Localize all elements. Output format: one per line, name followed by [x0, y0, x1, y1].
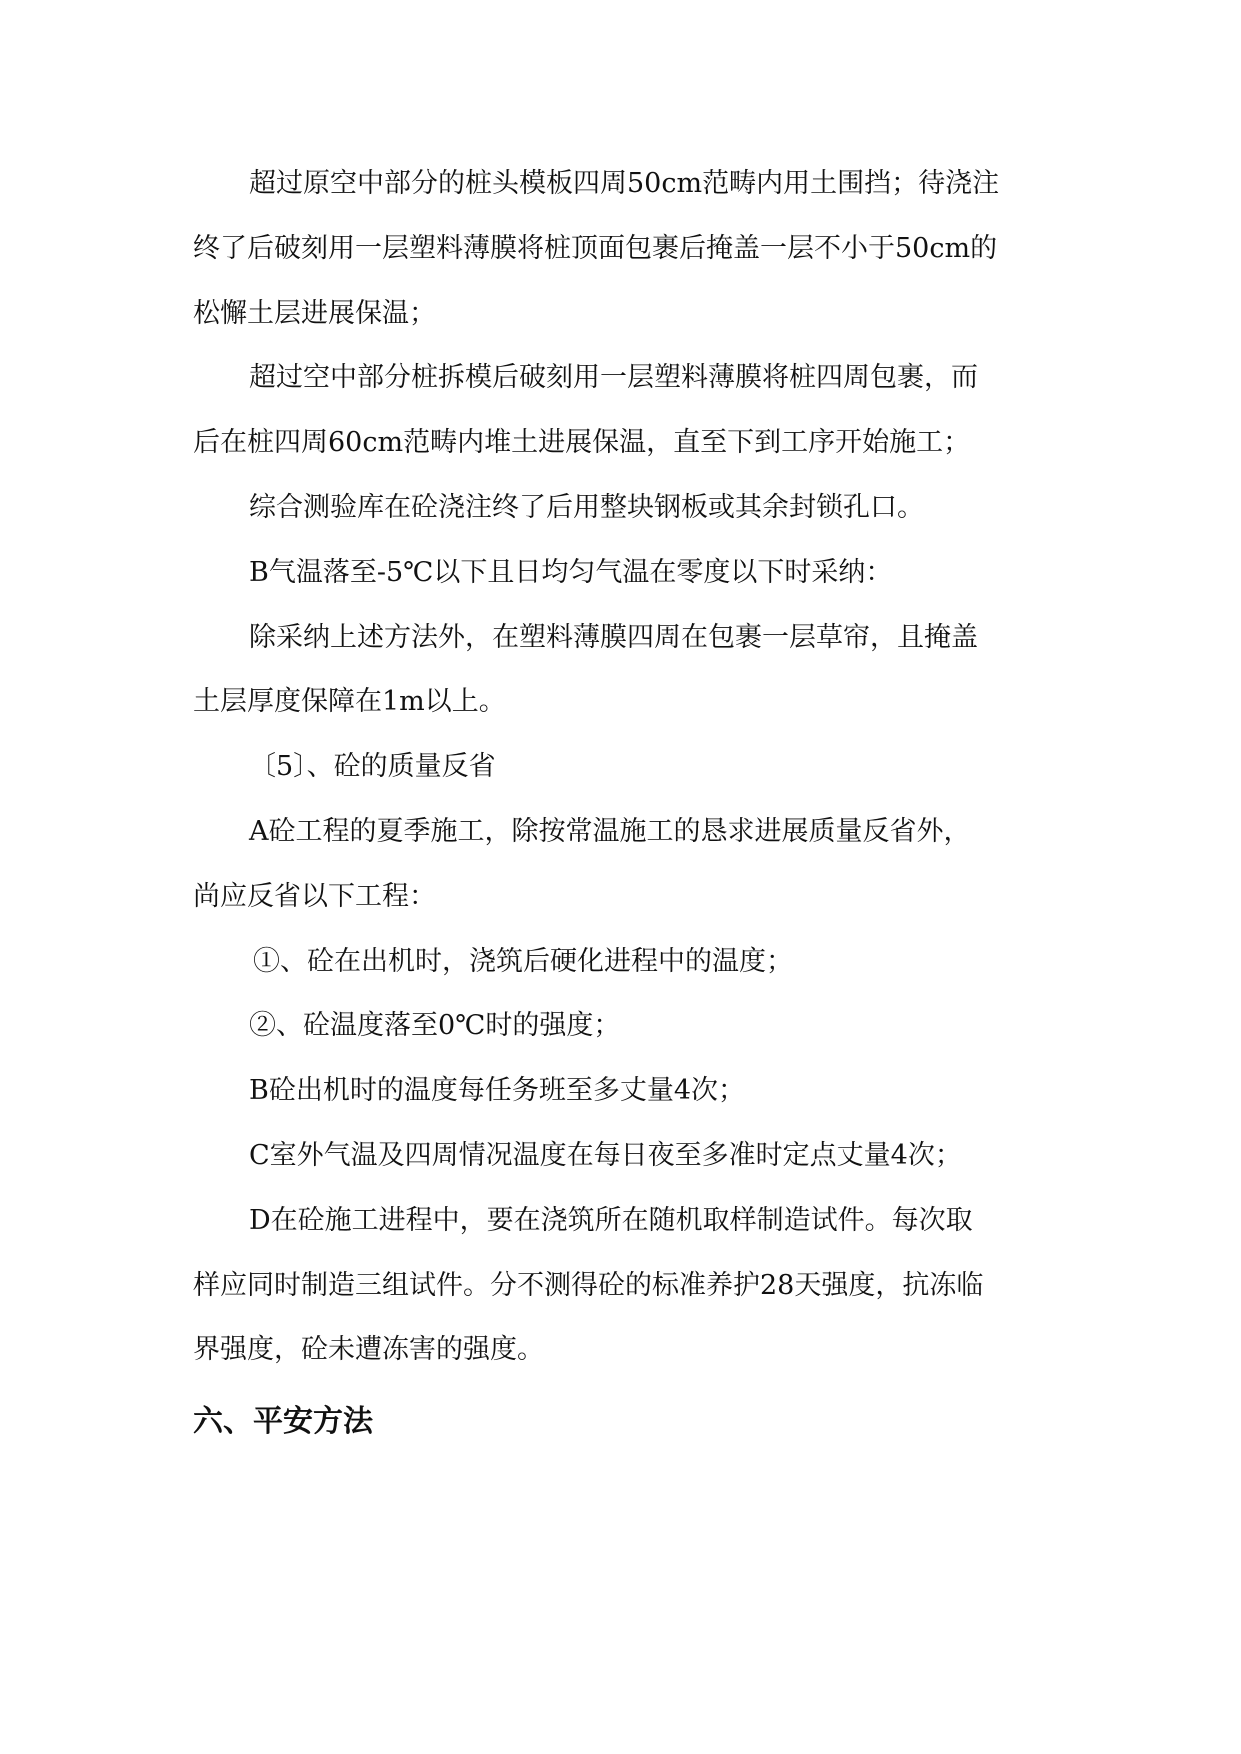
paragraph-line: 尚应反省以下工程： — [193, 880, 436, 912]
paragraph-line: A砼工程的夏季施工，除按常温施工的恳求进展质量反省外， — [249, 815, 971, 847]
paragraph-line: B砼出机时的温度每任务班至多丈量4次； — [249, 1075, 746, 1107]
list-item: ①、砼在出机时，浇筑后硬化进程中的温度； — [253, 945, 793, 977]
section-subtitle: 〔5〕、砼的质量反省 — [249, 751, 496, 783]
paragraph-line: 超过原空中部分的桩头模板四周50cm范畴内用土围挡；待浇注 — [249, 168, 1000, 199]
paragraph-line: 后在桩四周60cm范畴内堆土进展保温，直至下到工序开始施工； — [193, 427, 971, 459]
paragraph-line: 超过空中部分桩拆模后破刻用一层塑料薄膜将桩四周包裹，而 — [249, 362, 978, 394]
paragraph-line: B气温落至-5℃以下且日均匀气温在零度以下时采纳： — [249, 556, 893, 588]
document-body — [193, 152, 1043, 1482]
paragraph-line: 样应同时制造三组试件。分不测得砼的标准养护28天强度，抗冻临 — [193, 1269, 984, 1301]
paragraph-line: 综合测验库在砼浇注终了后用整块钢板或其余封锁孔口。 — [249, 491, 924, 523]
paragraph-line: C室外气温及四周情况温度在每日夜至多准时定点丈量4次； — [249, 1139, 962, 1171]
paragraph-line: 界强度，砼未遭冻害的强度。 — [193, 1334, 544, 1366]
paragraph-line: 除采纳上述方法外，在塑料薄膜四周在包裹一层草帘，且掩盖 — [249, 621, 978, 653]
paragraph-line: 终了后破刻用一层塑料薄膜将桩顶面包裹后掩盖一层不小于50cm的 — [193, 232, 998, 264]
list-item: ②、砼温度落至0℃时的强度； — [249, 1010, 621, 1042]
paragraph-line: 松懈土层进展保温； — [193, 297, 436, 329]
paragraph-line: 土层厚度保障在1m以上。 — [193, 686, 506, 718]
paragraph-line: D在砼施工进程中，要在浇筑所在随机取样制造试件。每次取 — [249, 1204, 973, 1236]
section-heading: 六、平安方法 — [193, 1404, 373, 1440]
